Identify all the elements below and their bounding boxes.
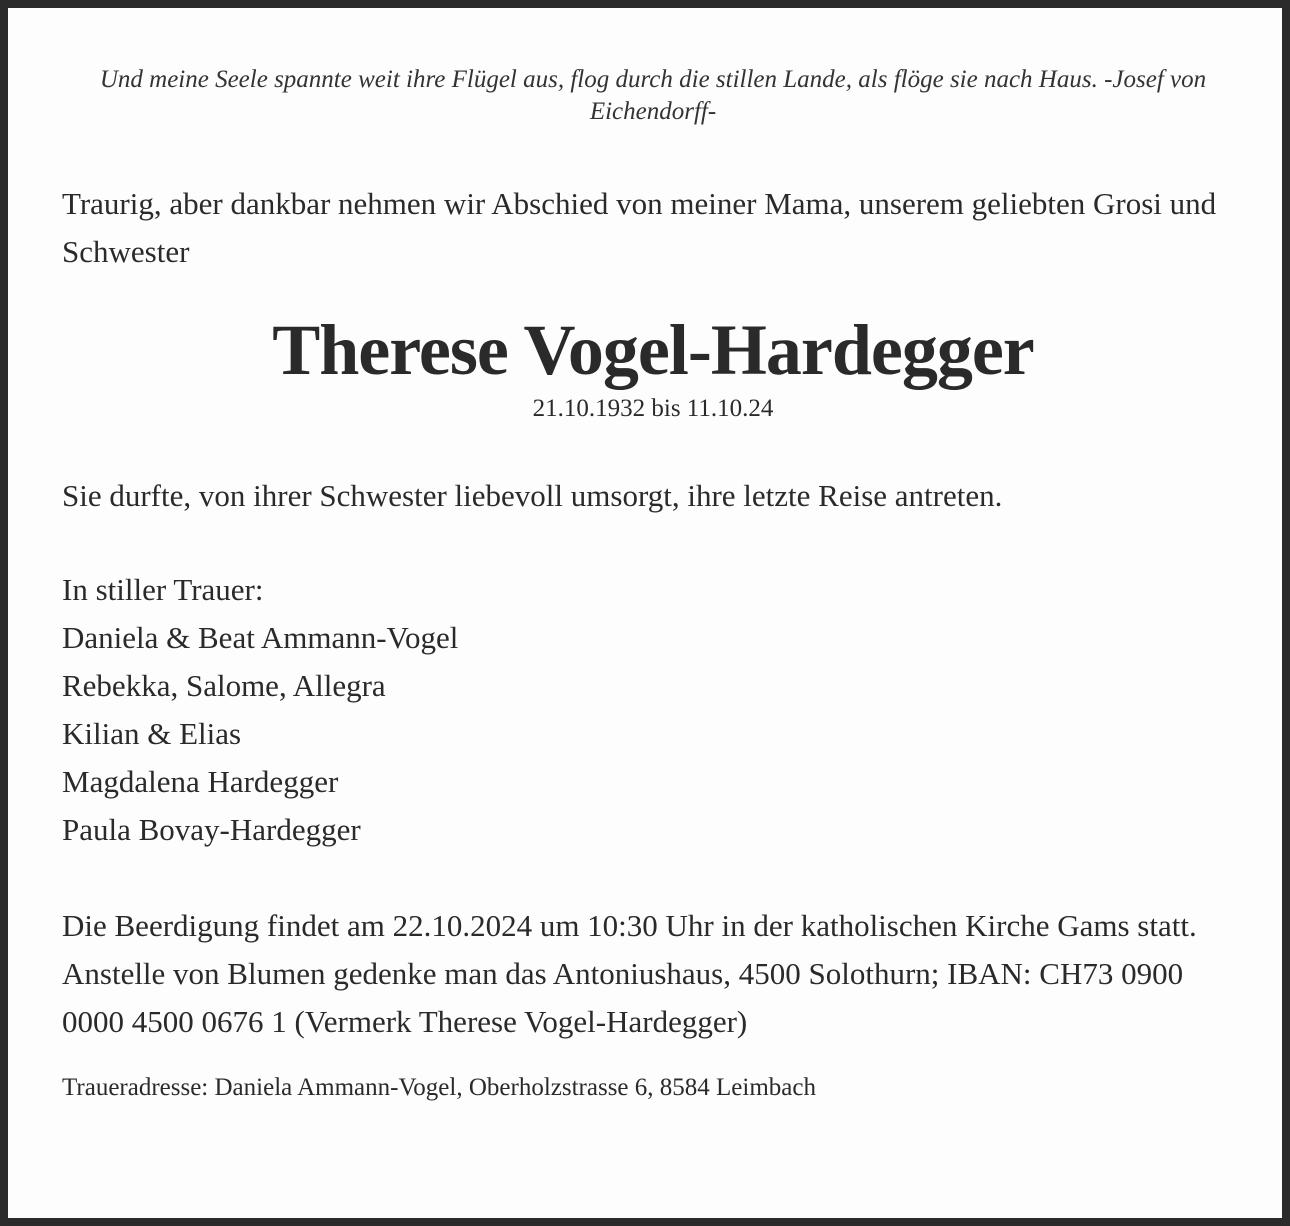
life-dates: 21.10.1932 bis 11.10.24 (532, 395, 774, 422)
mourners-heading: In stiller Trauer: (62, 572, 264, 607)
mourners-list (62, 566, 1244, 854)
farewell-text: Sie durfte, von ihrer Schwester liebevoll umsorgt, ihre letzte Reise antreten. (62, 478, 1003, 513)
epigraph-quote: Und meine Seele spannte weit ihre Flügel aus, flog durch die stillen Lande, als flöge sie nach Haus. -Josef von Eichendorff- (99, 66, 1207, 125)
obituary-content (62, 64, 1244, 1104)
mourner-name: Kilian & Elias (62, 716, 242, 751)
mourner-name: Magdalena Hardegger (62, 764, 339, 799)
funeral-info: Die Beerdigung findet am 22.10.2024 um 10:30 Uhr in der katholischen Kirche Gams statt. (62, 908, 1197, 943)
donation-info: Anstelle von Blumen gedenke man das Antoniushaus, 4500 Solothurn; IBAN: CH73 0900 0000 4500 0676 1 (Vermerk Therese Vogel-Hardegger) (62, 956, 1184, 1039)
mourner-name: Paula Bovay-Hardegger (62, 812, 361, 847)
mourner-name: Daniela & Beat Ammann-Vogel (62, 620, 459, 655)
intro-text: Traurig, aber dankbar nehmen wir Abschied von meiner Mama, unserem geliebten Grosi und Schwester (62, 186, 1217, 269)
mourner-name: Rebekka, Salome, Allegra (62, 668, 386, 703)
mourning-address: Traueradresse: Daniela Ammann-Vogel, Oberholzstrasse 6, 8584 Leimbach (62, 1074, 816, 1101)
deceased-name: Therese Vogel-Hardegger (272, 310, 1034, 390)
